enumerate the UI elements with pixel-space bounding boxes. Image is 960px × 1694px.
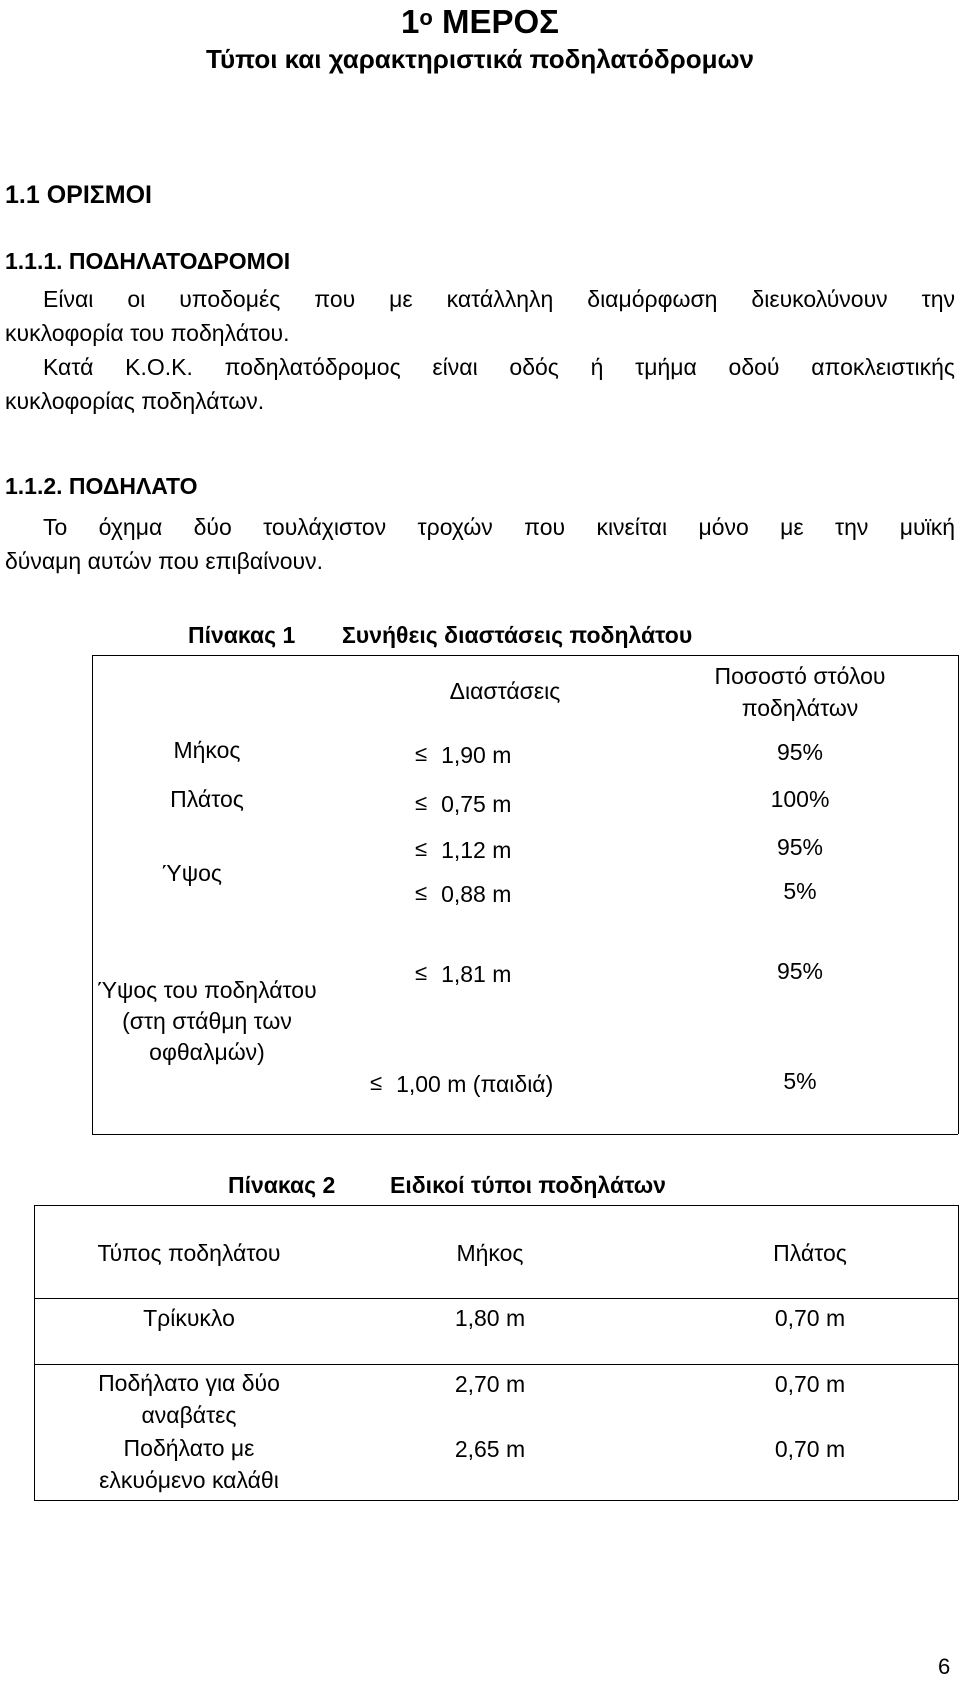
table2-header-type: Τύπος ποδηλάτου xyxy=(97,1240,281,1266)
table2-caption-title: Ειδικοί τύποι ποδηλάτων xyxy=(390,1172,666,1198)
table1-row-label: Ύψος xyxy=(162,860,222,886)
table2-row-type: Τρίκυκλο xyxy=(143,1305,235,1331)
section-heading: 1.1 ΟΡΙΣΜΟΙ xyxy=(5,181,152,209)
table1-caption-label: Πίνακας 1 xyxy=(188,622,296,648)
page-number: 6 xyxy=(938,1654,951,1679)
table2-header-width: Πλάτος xyxy=(773,1240,847,1266)
table1-dim-value: ≤ 0,88 m xyxy=(415,876,511,911)
table2-row-type xyxy=(34,1432,344,1496)
table1-percent-value: 95% xyxy=(776,834,824,860)
table1-dim-value: ≤ 1,81 m xyxy=(415,956,511,991)
less-equal-icon: ≤ xyxy=(415,790,428,815)
label-line: Ύψος του ποδηλάτου xyxy=(97,977,317,1003)
table1-dim-value: ≤ 1,90 m xyxy=(415,737,511,772)
part-word: ΜΕΡΟΣ xyxy=(442,3,559,40)
table1-dim-value: ≤ 0,75 m xyxy=(415,786,511,821)
type-line: Ποδήλατο με xyxy=(123,1435,255,1461)
label-line: (στη στάθμη των xyxy=(122,1008,292,1034)
part-number: 1 xyxy=(401,3,420,40)
paragraph-line: δύναμη αυτών που επιβαίνουν. xyxy=(5,548,324,574)
table1-row-label: Μήκος xyxy=(173,737,241,763)
table-border xyxy=(34,1500,958,1501)
paragraph-line: κυκλοφορία του ποδηλάτου. xyxy=(5,320,290,346)
table-border xyxy=(34,1205,958,1206)
table1-caption-title: Συνήθεις διαστάσεις ποδηλάτου xyxy=(342,622,693,648)
table1-percent-value: 95% xyxy=(776,958,824,984)
table2-row-width: 0,70 m xyxy=(774,1436,846,1462)
paragraph-line: Είναι οι υποδομές που με κατάλληλη διαμόρφωση διευκολύνουν την xyxy=(43,286,955,312)
table2-row-length: 1,80 m xyxy=(454,1305,526,1331)
table2-caption-label: Πίνακας 2 xyxy=(228,1172,336,1198)
part-number-superscript: ο xyxy=(419,5,433,30)
less-equal-icon: ≤ xyxy=(415,880,428,905)
table2-row-length: 2,70 m xyxy=(454,1371,526,1397)
table1-percent-value: 95% xyxy=(776,739,824,765)
label-line: οφθαλμών) xyxy=(149,1039,265,1065)
less-equal-icon: ≤ xyxy=(415,836,428,861)
type-line: Ποδήλατο για δύο xyxy=(98,1370,280,1396)
table1-dim-value: ≤ 1,12 m xyxy=(415,832,511,867)
type-line: ελκυόμενο καλάθι xyxy=(99,1467,279,1493)
table2-row-length: 2,65 m xyxy=(454,1436,526,1462)
table1-percent-value: 100% xyxy=(770,786,830,812)
table1-dim-value: ≤ 1,00 m (παιδιά) xyxy=(370,1066,553,1101)
table1-header-dimensions: Διαστάσεις xyxy=(449,678,561,704)
less-equal-icon: ≤ xyxy=(415,960,428,985)
table1-row-label: Πλάτος xyxy=(170,786,244,812)
table1-percent-value: 5% xyxy=(783,1068,817,1094)
table-border xyxy=(958,1205,959,1500)
paragraph-line: Κατά Κ.Ο.Κ. ποδηλατόδρομος είναι οδός ή τμήμα οδού αποκλειστικής xyxy=(43,354,955,380)
subsection-heading-bicycle: 1.1.2. ΠΟΔΗΛΑΤΟ xyxy=(5,473,198,499)
subsection-heading-bike-paths: 1.1.1. ΠΟΔΗΛΑΤΟΔΡΟΜΟΙ xyxy=(5,248,291,274)
table1-percent-value: 5% xyxy=(783,878,817,904)
header-line: Ποσοστό στόλου xyxy=(714,663,886,689)
paragraph-line: Το όχημα δύο τουλάχιστον τροχών που κινείται μόνο με την μυϊκή xyxy=(43,514,955,540)
table2-row-type xyxy=(34,1367,344,1431)
table2-header-length: Μήκος xyxy=(456,1240,524,1266)
type-line: αναβάτες xyxy=(141,1402,237,1428)
less-equal-icon: ≤ xyxy=(415,741,428,766)
less-equal-icon: ≤ xyxy=(370,1070,383,1095)
table2-row-width: 0,70 m xyxy=(774,1371,846,1397)
table-border xyxy=(34,1364,958,1365)
header-line: ποδηλάτων xyxy=(741,695,859,721)
table-border xyxy=(34,1298,958,1299)
page-subtitle: Τύποι και χαρακτηριστικά ποδηλατόδρομων xyxy=(206,44,754,74)
paragraph-line: κυκλοφορίας ποδηλάτων. xyxy=(5,388,265,414)
table2-row-width: 0,70 m xyxy=(774,1305,846,1331)
